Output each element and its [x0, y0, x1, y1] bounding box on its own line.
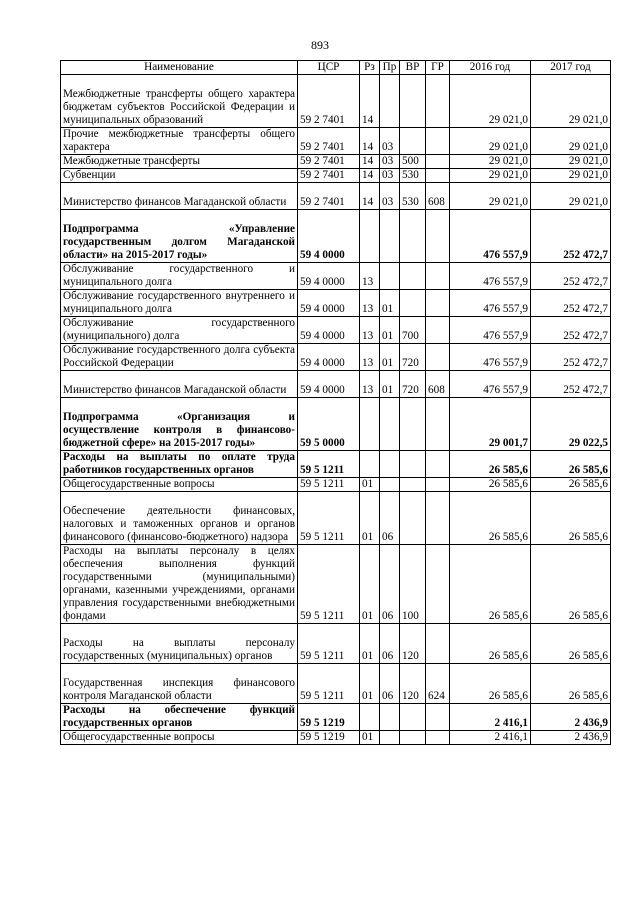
cell-2016: 476 557,9 [450, 344, 531, 371]
cell-gr [426, 155, 450, 169]
cell-2016: 29 021,0 [450, 75, 531, 128]
table-row [61, 75, 611, 128]
cell-vr [400, 704, 426, 731]
cell-csr: 59 2 7401 [298, 169, 360, 183]
cell-gr: 608 [426, 371, 450, 398]
cell-rz: 14 [360, 155, 380, 169]
table-row [61, 344, 611, 371]
cell-name: Межбюджетные трансферты общего характера бюджетам субъектов Российской Федерации и муниципальных образований [61, 75, 298, 128]
cell-name: Расходы на выплаты по оплате труда работников государственных органов [61, 451, 298, 478]
cell-name: Расходы на обеспечение функций государственных органов [61, 704, 298, 731]
cell-2017: 2 436,9 [531, 704, 611, 731]
cell-vr: 530 [400, 183, 426, 210]
cell-2016: 476 557,9 [450, 210, 531, 263]
cell-rz: 13 [360, 371, 380, 398]
cell-pr [380, 704, 400, 731]
cell-rz: 14 [360, 128, 380, 155]
cell-vr [400, 731, 426, 745]
cell-gr [426, 317, 450, 344]
table-row [61, 545, 611, 624]
cell-name: Межбюджетные трансферты [61, 155, 298, 169]
cell-2016: 29 021,0 [450, 128, 531, 155]
cell-name: Общегосударственные вопросы [61, 478, 298, 492]
cell-2016: 2 416,1 [450, 704, 531, 731]
cell-pr [380, 75, 400, 128]
cell-csr: 59 2 7401 [298, 183, 360, 210]
cell-2017: 252 472,7 [531, 371, 611, 398]
cell-name: Министерство финансов Магаданской области [61, 371, 298, 398]
cell-gr [426, 731, 450, 745]
table-row [61, 169, 611, 183]
cell-csr: 59 2 7401 [298, 75, 360, 128]
cell-pr: 06 [380, 664, 400, 704]
cell-gr [426, 75, 450, 128]
cell-csr: 59 2 7401 [298, 128, 360, 155]
cell-2016: 29 001,7 [450, 398, 531, 451]
cell-2016: 476 557,9 [450, 317, 531, 344]
cell-csr: 59 5 1219 [298, 731, 360, 745]
cell-2017: 26 585,6 [531, 624, 611, 664]
cell-vr [400, 478, 426, 492]
cell-rz: 14 [360, 183, 380, 210]
cell-vr [400, 128, 426, 155]
cell-name: Подпрограмма «Управление государственным долгом Магаданской области» на 2015-2017 годы» [61, 210, 298, 263]
cell-2017: 26 585,6 [531, 451, 611, 478]
cell-2016: 29 021,0 [450, 155, 531, 169]
cell-name: Обслуживание государственного и муниципального долга [61, 263, 298, 290]
cell-name: Расходы на выплаты персоналу в целях обеспечения выполнения функций государственными (муниципальными) органами, казенными учреждениями, органами управления государственными внебюджетными фондами [61, 545, 298, 624]
cell-vr: 500 [400, 155, 426, 169]
cell-gr [426, 290, 450, 317]
cell-name: Министерство финансов Магаданской области [61, 183, 298, 210]
cell-csr: 59 5 1219 [298, 704, 360, 731]
cell-gr [426, 478, 450, 492]
cell-vr [400, 290, 426, 317]
cell-rz [360, 210, 380, 263]
cell-2017: 29 021,0 [531, 155, 611, 169]
table-row [61, 478, 611, 492]
table-row [61, 492, 611, 545]
table-row [61, 317, 611, 344]
cell-pr: 06 [380, 545, 400, 624]
cell-name: Субвенции [61, 169, 298, 183]
table-row [61, 731, 611, 745]
table-row [61, 183, 611, 210]
cell-vr [400, 75, 426, 128]
cell-csr: 59 4 0000 [298, 290, 360, 317]
cell-2017: 26 585,6 [531, 664, 611, 704]
cell-csr: 59 5 1211 [298, 478, 360, 492]
cell-rz: 01 [360, 545, 380, 624]
cell-pr: 01 [380, 317, 400, 344]
header-pr: Пр [380, 61, 400, 75]
cell-2017: 29 021,0 [531, 169, 611, 183]
cell-csr: 59 5 1211 [298, 492, 360, 545]
cell-name: Расходы на выплаты персоналу государственных (муниципальных) органов [61, 624, 298, 664]
cell-vr [400, 451, 426, 478]
cell-2017: 252 472,7 [531, 210, 611, 263]
cell-pr: 03 [380, 155, 400, 169]
cell-2016: 26 585,6 [450, 478, 531, 492]
cell-name: Государственная инспекция финансового контроля Магаданской области [61, 664, 298, 704]
table-row [61, 624, 611, 664]
cell-vr: 100 [400, 545, 426, 624]
cell-rz: 01 [360, 664, 380, 704]
cell-rz: 14 [360, 75, 380, 128]
cell-2017: 26 585,6 [531, 478, 611, 492]
cell-gr [426, 492, 450, 545]
cell-csr: 59 4 0000 [298, 210, 360, 263]
cell-rz: 13 [360, 344, 380, 371]
cell-rz [360, 704, 380, 731]
cell-vr: 120 [400, 664, 426, 704]
cell-2017: 252 472,7 [531, 290, 611, 317]
cell-2016: 26 585,6 [450, 664, 531, 704]
cell-2017: 29 021,0 [531, 183, 611, 210]
cell-pr: 06 [380, 624, 400, 664]
cell-2017: 29 021,0 [531, 128, 611, 155]
table-row [61, 664, 611, 704]
cell-2017: 252 472,7 [531, 344, 611, 371]
header-gr: ГР [426, 61, 450, 75]
cell-2016: 26 585,6 [450, 492, 531, 545]
cell-2016: 476 557,9 [450, 263, 531, 290]
table-row [61, 704, 611, 731]
cell-pr: 03 [380, 183, 400, 210]
cell-rz: 13 [360, 263, 380, 290]
cell-gr [426, 624, 450, 664]
cell-rz: 14 [360, 169, 380, 183]
cell-gr [426, 344, 450, 371]
table-row [61, 263, 611, 290]
cell-2017: 29 021,0 [531, 75, 611, 128]
cell-vr [400, 210, 426, 263]
header-vr: ВР [400, 61, 426, 75]
cell-name: Обслуживание государственного внутреннего и муниципального долга [61, 290, 298, 317]
cell-gr [426, 451, 450, 478]
cell-csr: 59 5 1211 [298, 624, 360, 664]
cell-vr: 720 [400, 344, 426, 371]
cell-gr [426, 704, 450, 731]
cell-pr: 06 [380, 492, 400, 545]
table-row [61, 155, 611, 169]
cell-name: Прочие межбюджетные трансферты общего характера [61, 128, 298, 155]
budget-table [60, 60, 611, 745]
cell-name: Обслуживание государственного (муниципального) долга [61, 317, 298, 344]
cell-2016: 26 585,6 [450, 624, 531, 664]
cell-2017: 252 472,7 [531, 263, 611, 290]
table-row [61, 128, 611, 155]
cell-pr [380, 451, 400, 478]
cell-vr [400, 263, 426, 290]
header-2016: 2016 год [450, 61, 531, 75]
cell-rz: 01 [360, 624, 380, 664]
cell-2016: 476 557,9 [450, 290, 531, 317]
table-row [61, 371, 611, 398]
cell-gr [426, 169, 450, 183]
cell-pr: 03 [380, 128, 400, 155]
header-rz: Рз [360, 61, 380, 75]
cell-vr: 700 [400, 317, 426, 344]
cell-2017: 26 585,6 [531, 545, 611, 624]
cell-gr [426, 210, 450, 263]
cell-pr [380, 210, 400, 263]
cell-name: Подпрограмма «Организация и осуществление контроля в финансово-бюджетной сфере» на 2015-2017 годы» [61, 398, 298, 451]
cell-csr: 59 4 0000 [298, 263, 360, 290]
table-header-row [61, 61, 611, 75]
cell-gr [426, 128, 450, 155]
cell-pr [380, 398, 400, 451]
header-2017: 2017 год [531, 61, 611, 75]
cell-name: Обслуживание государственного долга субъекта Российской Федерации [61, 344, 298, 371]
cell-csr: 59 5 1211 [298, 545, 360, 624]
cell-pr [380, 478, 400, 492]
cell-vr: 720 [400, 371, 426, 398]
cell-2016: 26 585,6 [450, 451, 531, 478]
cell-rz [360, 451, 380, 478]
cell-rz: 13 [360, 317, 380, 344]
cell-vr: 120 [400, 624, 426, 664]
table-row [61, 210, 611, 263]
cell-2016: 2 416,1 [450, 731, 531, 745]
cell-2016: 29 021,0 [450, 183, 531, 210]
table-row [61, 290, 611, 317]
cell-csr: 59 5 0000 [298, 398, 360, 451]
cell-vr: 530 [400, 169, 426, 183]
cell-name: Обеспечение деятельности финансовых, налоговых и таможенных органов и органов финансового (финансово-бюджетного) надзора [61, 492, 298, 545]
table-row [61, 398, 611, 451]
cell-pr [380, 263, 400, 290]
cell-gr [426, 545, 450, 624]
cell-rz: 01 [360, 492, 380, 545]
table-row [61, 451, 611, 478]
cell-rz [360, 398, 380, 451]
header-name: Наименование [61, 61, 298, 75]
cell-2016: 476 557,9 [450, 371, 531, 398]
cell-vr [400, 398, 426, 451]
cell-pr: 01 [380, 371, 400, 398]
cell-gr [426, 263, 450, 290]
cell-csr: 59 4 0000 [298, 344, 360, 371]
cell-2017: 26 585,6 [531, 492, 611, 545]
cell-2017: 252 472,7 [531, 317, 611, 344]
cell-gr: 624 [426, 664, 450, 704]
cell-rz: 01 [360, 731, 380, 745]
cell-gr: 608 [426, 183, 450, 210]
cell-rz: 13 [360, 290, 380, 317]
cell-rz: 01 [360, 478, 380, 492]
cell-name: Общегосударственные вопросы [61, 731, 298, 745]
cell-csr: 59 5 1211 [298, 451, 360, 478]
page-number: 893 [311, 38, 329, 52]
cell-csr: 59 2 7401 [298, 155, 360, 169]
cell-pr [380, 731, 400, 745]
cell-2017: 2 436,9 [531, 731, 611, 745]
cell-gr [426, 398, 450, 451]
cell-2016: 29 021,0 [450, 169, 531, 183]
cell-csr: 59 4 0000 [298, 317, 360, 344]
cell-pr: 01 [380, 344, 400, 371]
cell-csr: 59 5 1211 [298, 664, 360, 704]
cell-2017: 29 022,5 [531, 398, 611, 451]
cell-pr: 03 [380, 169, 400, 183]
header-csr: ЦСР [298, 61, 360, 75]
cell-csr: 59 4 0000 [298, 371, 360, 398]
cell-pr: 01 [380, 290, 400, 317]
cell-vr [400, 492, 426, 545]
cell-2016: 26 585,6 [450, 545, 531, 624]
